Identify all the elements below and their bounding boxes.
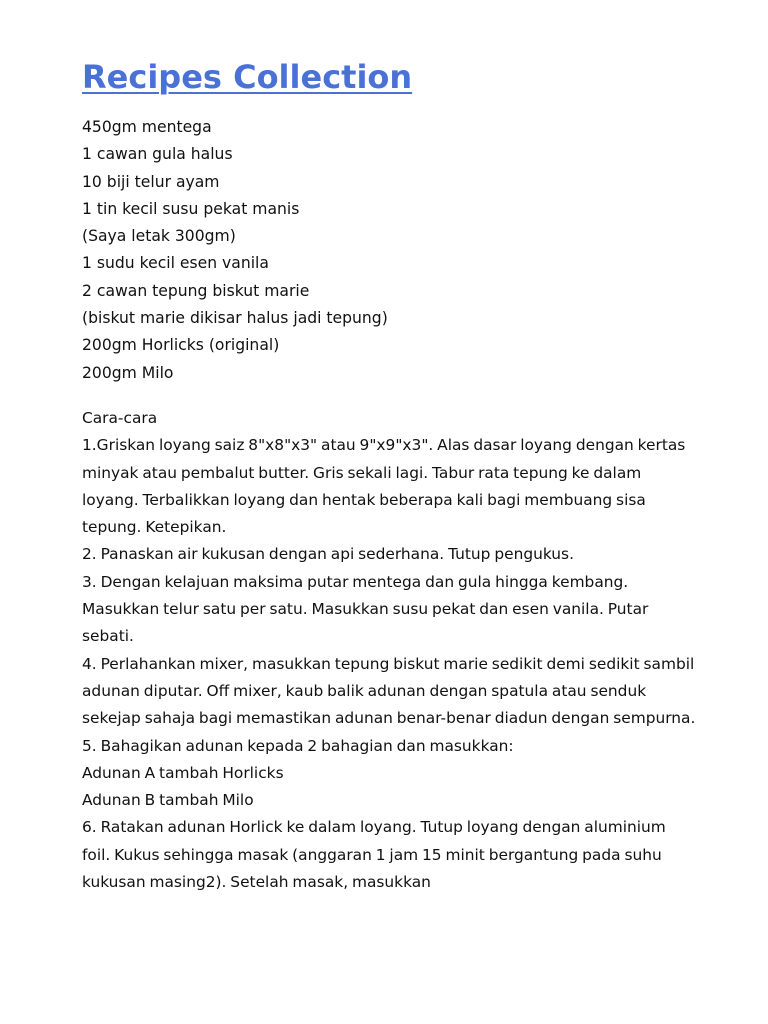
ingredient-item: (Saya letak 300gm) [82, 227, 236, 246]
method-step: Adunan A tambah Horlicks [82, 763, 284, 782]
ingredient-item: 1 sudu kecil esen vanila [82, 254, 269, 273]
document-page [82, 52, 697, 896]
method-step: 2. Panaskan air kukusan dengan api sederhana. Tutup pengukus. [82, 545, 574, 564]
ingredient-item: 2 cawan tepung biskut marie [82, 281, 310, 300]
ingredient-item: 450gm mentega [82, 118, 212, 136]
method-step: 4. Perlahankan mixer, masukkan tepung biskut marie sedikit demi sedikit sambil adunan diputar. Off mixer, kaub balik adunan dengan spatula atau senduk sekejap sahaja bagi memastikan adunan benar-benar diadun dengan sempurna. [82, 654, 696, 728]
ingredient-item: 200gm Milo [82, 363, 174, 382]
method-heading: Cara-cara [82, 408, 158, 427]
ingredient-item: (biskut marie dikisar halus jadi tepung) [82, 309, 388, 328]
ingredient-item: 1 cawan gula halus [82, 145, 233, 164]
method-step: Adunan B tambah Milo [82, 791, 254, 810]
method-step: 6. Ratakan adunan Horlick ke dalam loyang. Tutup loyang dengan aluminium foil. Kukus sehingga masak (anggaran 1 jam 15 minit bergantung pada suhu kukusan masing2). Setelah masak, masukkan [82, 818, 666, 892]
ingredients-list [82, 114, 697, 387]
ingredient-item: 1 tin kecil susu pekat manis [82, 199, 300, 218]
method-step: 1.Griskan loyang saiz 8"x8"x3" atau 9"x9"x3". Alas dasar loyang dengan kertas minyak atau pembalut butter. Gris sekali lagi. Tabur rata tepung ke dalam loyang. Terbalikkan loyang dan hentak beberapa kali bagi membuang sisa tepung. Ketepikan. [82, 436, 686, 537]
ingredient-item: 200gm Horlicks (original) [82, 336, 280, 355]
page-title-link[interactable]: Recipes Collection [82, 58, 413, 96]
method-step: 3. Dengan kelajuan maksima putar mentega dan gula hingga kembang. Masukkan telur satu per satu. Masukkan susu pekat dan esen vanila. Putar sebati. [82, 572, 649, 646]
method-step: 5. Bahagikan adunan kepada 2 bahagian dan masukkan: [82, 736, 514, 755]
ingredient-item: 10 biji telur ayam [82, 172, 220, 191]
method-section [82, 405, 697, 896]
